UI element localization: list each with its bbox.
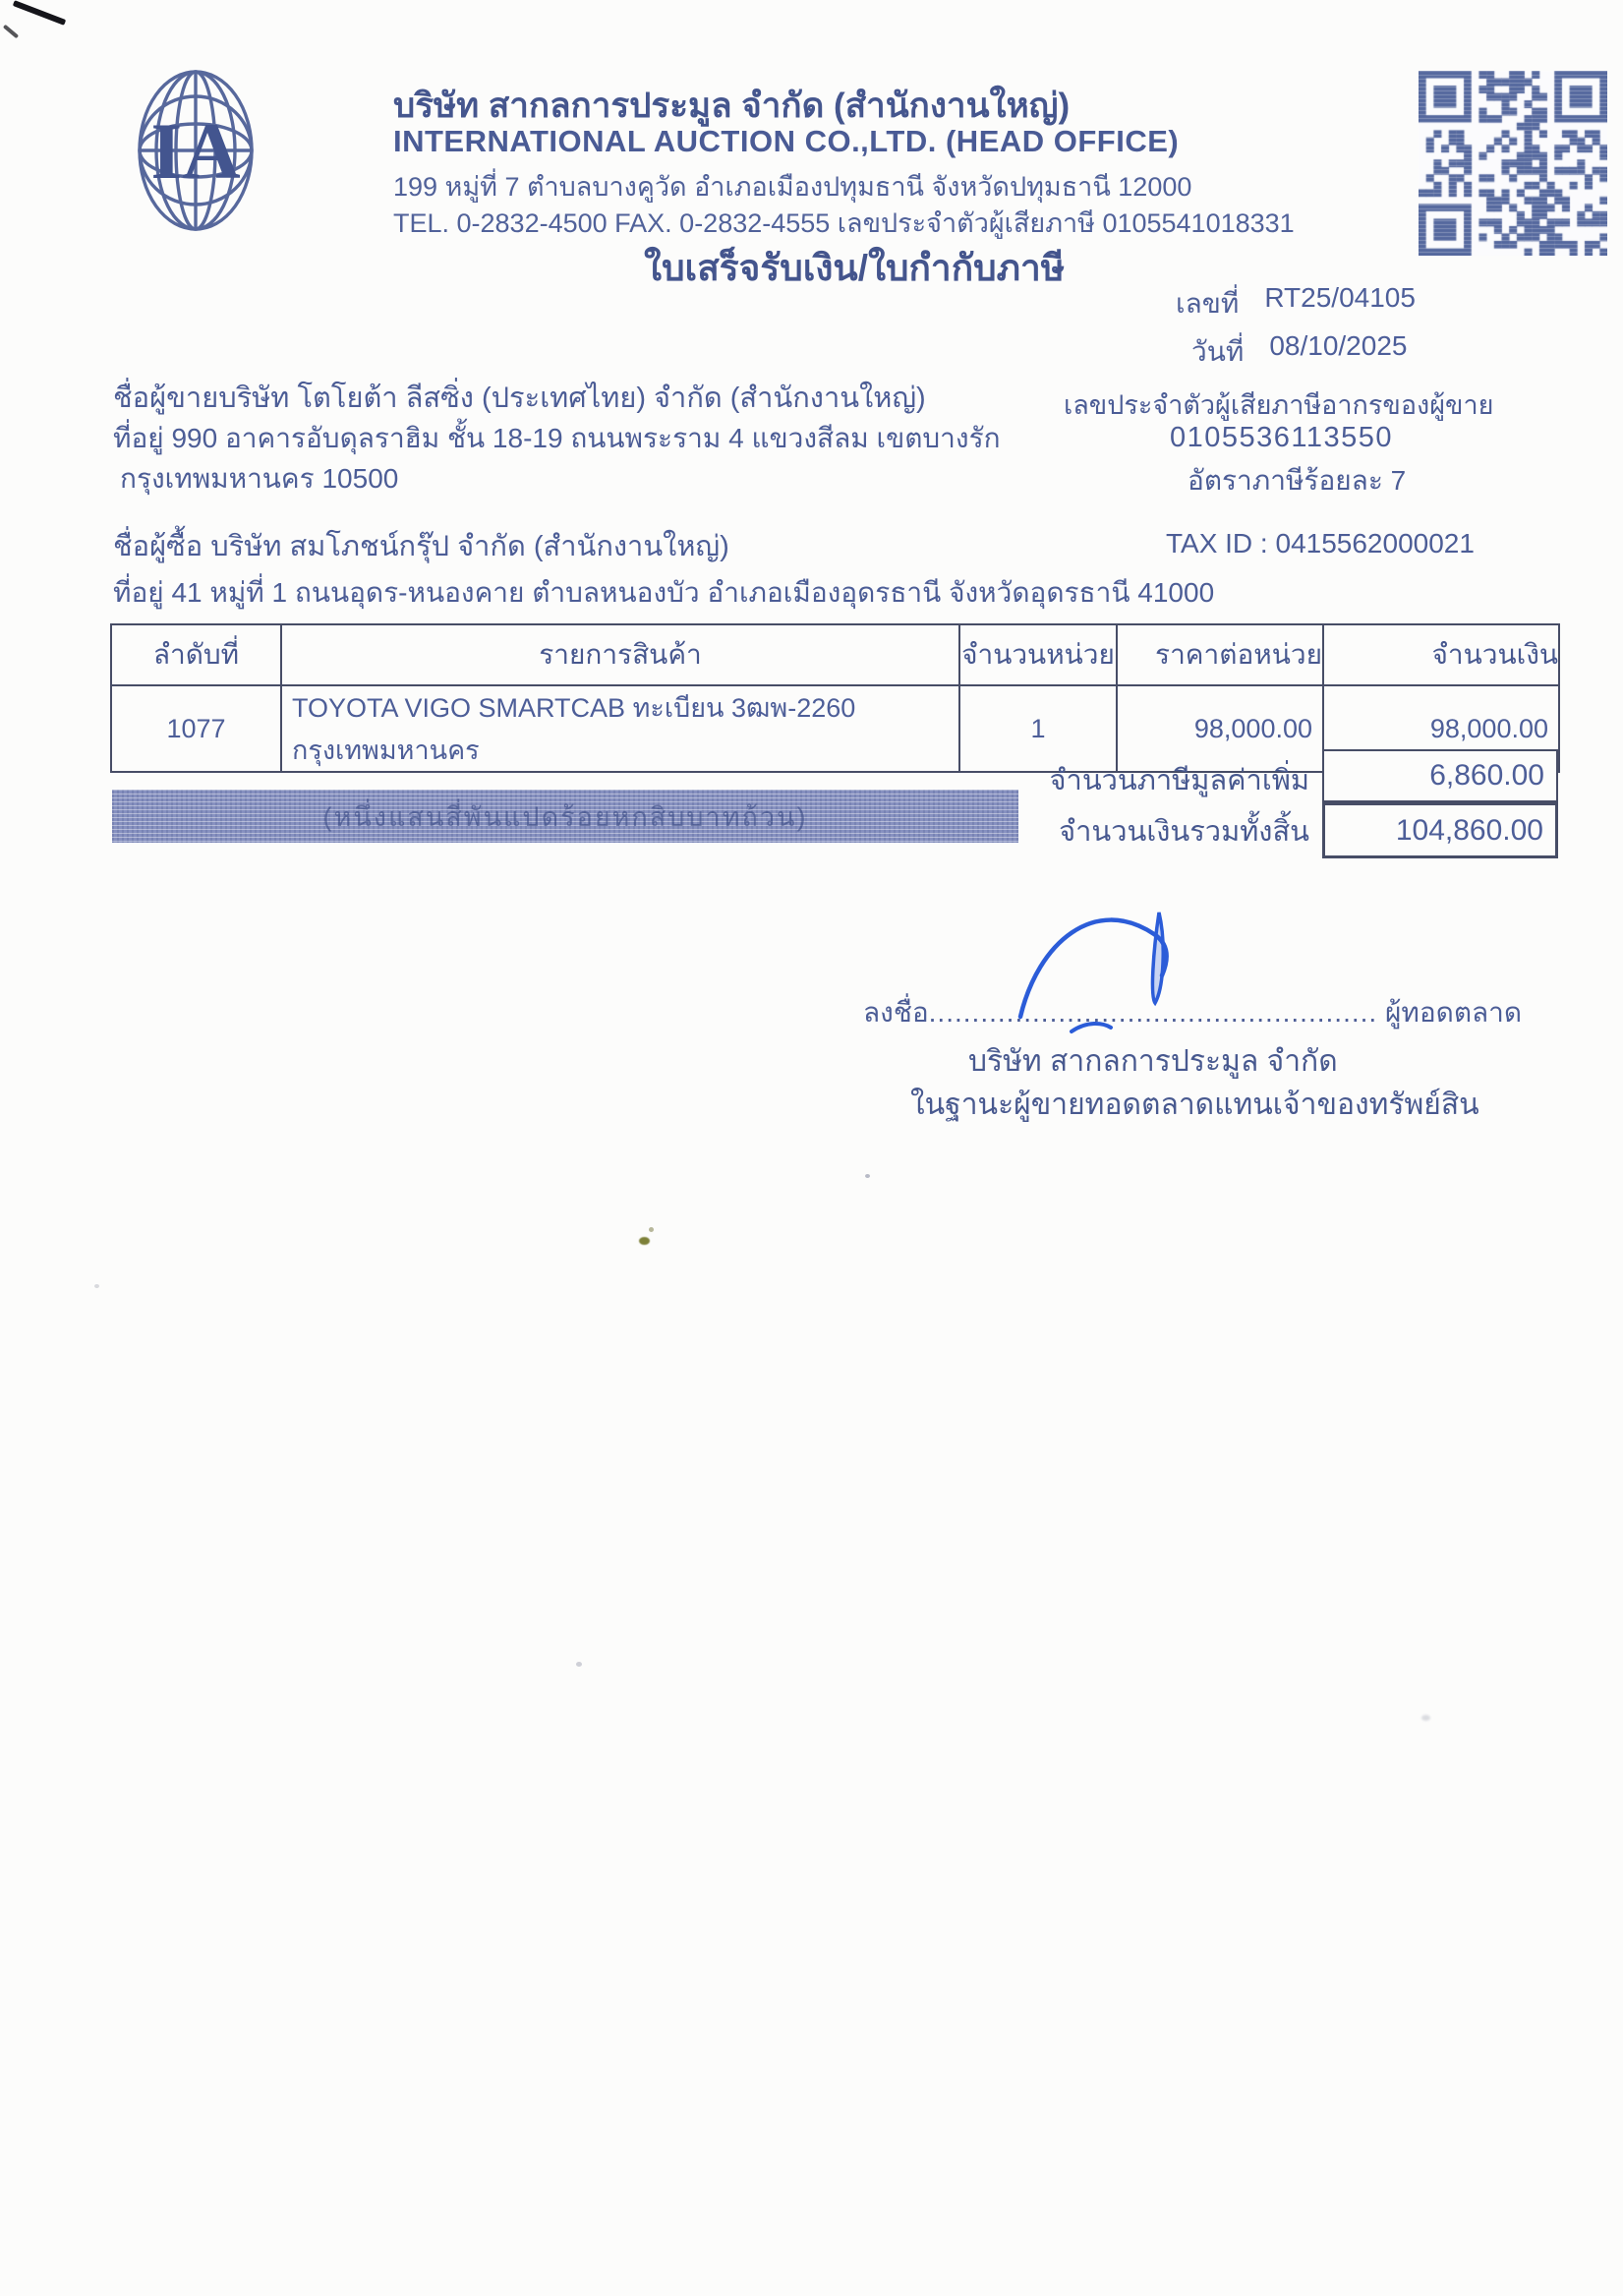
vat-amount-value: 6,860.00	[1429, 759, 1544, 792]
signature-dotted-line: ....................................................	[928, 997, 1378, 1028]
scan-speck	[576, 1662, 582, 1667]
seller-taxid-label: เลขประจำตัวผู้เสียภาษีอากรของผู้ขาย	[1064, 390, 1494, 420]
document-title: ใบเสร็จรับเงิน/ใบกำกับภาษี	[644, 248, 1066, 288]
scan-speck	[1421, 1715, 1430, 1721]
scan-artifact-corner	[13, 0, 66, 26]
items-table-header-row	[111, 624, 1559, 685]
vat-label: จำนวนภาษีมูลค่าเพิ่ม	[1049, 765, 1309, 796]
document-number-label: เลขที่	[1176, 288, 1240, 319]
company-logo-globe-icon	[136, 67, 256, 234]
scan-speck	[649, 1227, 654, 1232]
col-header-unit-price: ราคาต่อหน่วย	[1117, 624, 1323, 685]
buyer-taxid-line: TAX ID : 0415562000021	[1166, 528, 1475, 559]
company-contact-taxid: TEL. 0-2832-4500 FAX. 0-2832-4555 เลขประจำตัวผู้เสียภาษี 0105541018331	[393, 208, 1295, 238]
logo-letters: IA	[150, 106, 241, 196]
scan-speck	[865, 1174, 870, 1178]
grand-total-box	[1322, 802, 1558, 858]
scan-speck	[639, 1237, 650, 1245]
grand-total-label: จำนวนเงินรวมทั้งสิ้น	[1059, 816, 1309, 848]
buyer-address-line: ที่อยู่ 41 หมู่ที่ 1 ถนนอุดร-หนองคาย ตำบลหนองบัว อำเภอเมืองอุดรธานี จังหวัดอุดรธานี 41000	[113, 577, 1215, 608]
buyer-name-line: ชื่อผู้ซื้อ บริษัท สมโภชน์กรุ๊ป จำกัด (สำนักงานใหญ่)	[113, 531, 729, 562]
sign-here-line	[863, 991, 1522, 1034]
qr-code	[1419, 71, 1607, 256]
signatory-role: ในฐานะผู้ขายทอดตลาดแทนเจ้าของทรัพย์สิน	[910, 1089, 1479, 1121]
document-date-label: วันที่	[1191, 336, 1245, 367]
company-address: 199 หมู่ที่ 7 ตำบลบางคูวัด อำเภอเมืองปทุมธานี จังหวัดปทุมธานี 12000	[393, 172, 1192, 202]
amount-in-words-security-bar	[112, 790, 1018, 843]
company-name-thai: บริษัท สากลการประมูล จำกัด (สำนักงานใหญ่)	[393, 87, 1071, 125]
seller-name-line: ชื่อผู้ขายบริษัท โตโยต้า ลีสซิ่ง (ประเทศไทย) จำกัด (สำนักงานใหญ่)	[113, 383, 926, 414]
signatory-company: บริษัท สากลการประมูล จำกัด	[968, 1045, 1338, 1078]
col-header-amount: จำนวนเงิน	[1323, 624, 1559, 685]
amount-in-words: (หนึ่งแสนสี่พันแปดร้อยหกสิบบาทถ้วน)	[322, 801, 808, 832]
grand-total-value: 104,860.00	[1395, 813, 1543, 847]
vat-amount-box	[1322, 749, 1558, 802]
seller-address-line2: กรุงเทพมหานคร 10500	[120, 463, 399, 494]
document-number-value: RT25/04105	[1264, 282, 1416, 313]
auctioneer-label: ผู้ทอดตลาด	[1384, 997, 1523, 1028]
scan-artifact-corner-2	[3, 25, 19, 39]
sign-label: ลงชื่อ	[863, 997, 929, 1028]
document-number-row	[1176, 282, 1416, 325]
document-date-row	[1191, 330, 1407, 374]
scan-speck	[94, 1284, 99, 1288]
item-amount: 98,000.00	[1323, 685, 1559, 772]
item-unit-price: 98,000.00	[1117, 685, 1323, 772]
item-index: 1077	[111, 685, 281, 772]
item-quantity: 1	[959, 685, 1117, 772]
document-date-value: 08/10/2025	[1269, 330, 1408, 361]
col-header-quantity: จำนวนหน่วย	[959, 624, 1117, 685]
seller-taxid-value: 0105536113550	[1170, 422, 1394, 453]
company-name-english: INTERNATIONAL AUCTION CO.,LTD. (HEAD OFFICE)	[393, 124, 1180, 158]
seller-address-line1: ที่อยู่ 990 อาคารอับดุลราฮิม ชั้น 18-19 ถนนพระราม 4 แขวงสีลม เขตบางรัก	[113, 423, 1001, 453]
item-description: TOYOTA VIGO SMARTCAB ทะเบียน 3ฒพ-2260 กรุงเทพมหานคร	[281, 685, 959, 772]
col-header-index: ลำดับที่	[111, 624, 281, 685]
col-header-description: รายการสินค้า	[281, 624, 959, 685]
seller-vat-rate: อัตราภาษีร้อยละ 7	[1188, 465, 1407, 496]
